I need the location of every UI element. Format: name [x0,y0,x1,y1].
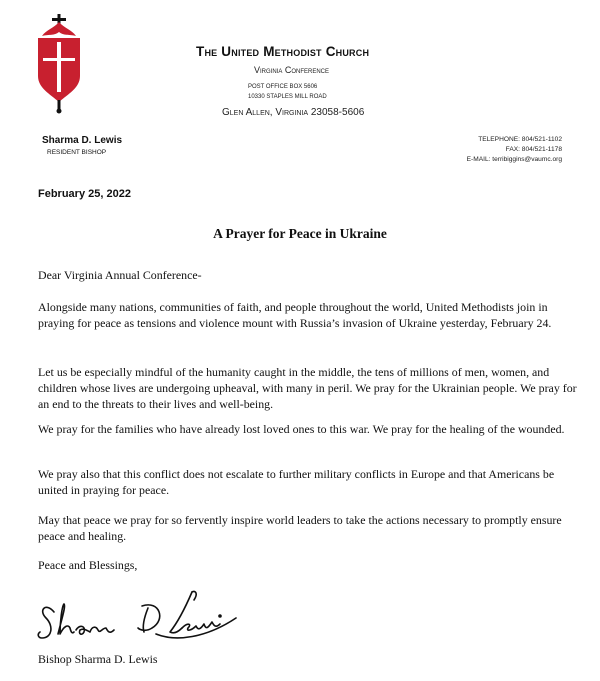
signatory-name: Bishop Sharma D. Lewis [38,652,158,666]
org-po-box: POST OFFICE BOX 5606 [248,84,318,90]
bishop-name: Sharma D. Lewis [42,135,123,146]
cross-and-flame-icon [28,14,90,114]
paragraph-3: We pray for the families who have already lost loved ones to this war. We pray for the healing of the wounded. [38,422,565,436]
org-street: 10330 STAPLES MILL ROAD [248,94,327,100]
paragraph-2: Let us be especially mindful of the humanity caught in the middle, the tens of millions of men, women, and children whose lives are undergoing upheaval, with many in peril. We pray for the Ukrainian people. We pray for an end to the threats to their lives and well-being. [38,365,577,411]
fax: FAX: 804/521-1178 [505,146,562,153]
letter-date: February 25, 2022 [38,188,131,200]
org-conference: Virginia Conference [254,65,330,75]
letter-title: A Prayer for Peace in Ukraine [213,226,387,241]
contact-block [467,135,562,165]
paragraph-5: May that peace we pray for so fervently inspire world leaders to take the actions necessary to promptly ensure peace and healing. [38,513,562,543]
closing: Peace and Blessings, [38,558,138,572]
bishop-title: RESIDENT BISHOP [47,149,107,156]
org-city-line: Glen Allen, Virginia 23058-5606 [222,107,365,118]
salutation: Dear Virginia Annual Conference- [38,268,202,282]
email: E-MAIL: terribiggins@vaumc.org [466,156,562,163]
paragraph-4: We pray also that this conflict does not escalate to further military conflicts in Europe and that Americans be united in praying for peace. [38,467,555,497]
telephone: TELEPHONE: 804/521-1102 [478,136,562,143]
org-name: The United Methodist Church [196,44,370,59]
handwritten-signature-icon [36,572,246,648]
paragraph-1: Alongside many nations, communities of faith, and people throughout the world, United Methodists join in praying for peace as tensions and violence mount with Russia’s invasion of Ukraine yesterday, February 24. [38,300,552,330]
